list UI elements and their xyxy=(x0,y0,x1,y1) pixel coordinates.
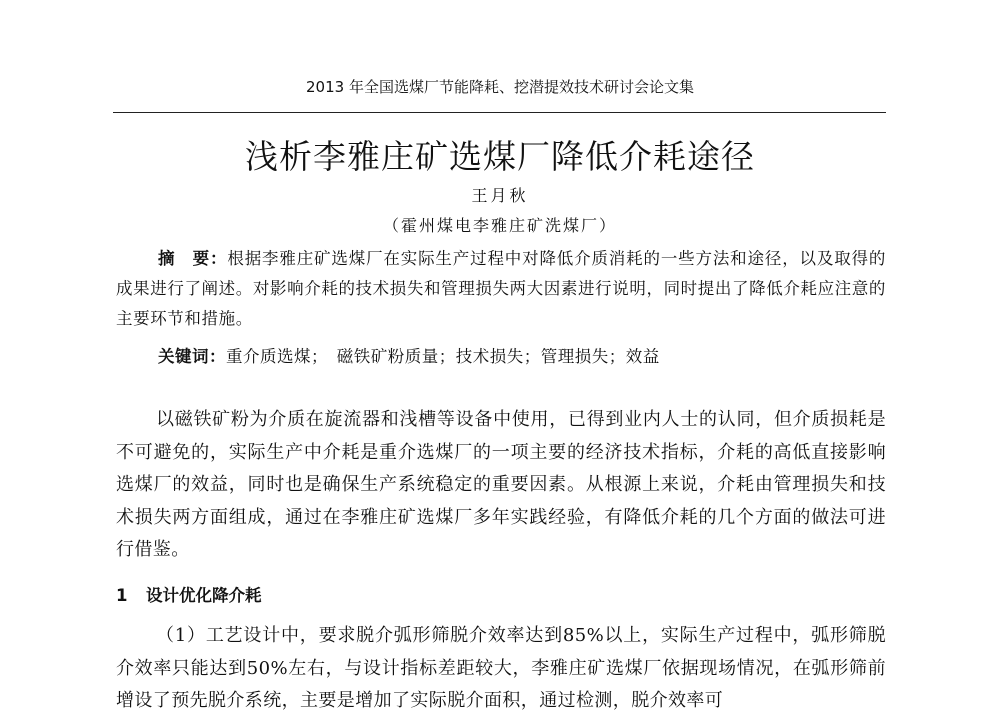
header-rule xyxy=(113,112,886,113)
keywords xyxy=(158,343,886,371)
keywords-label: 关键词： xyxy=(158,347,226,366)
abstract-text: 根据李雅庄矿选煤厂在实际生产过程中对降低介质消耗的一些方法和途径，以及取得的成果进行了阐述。对影响介耗的技术损失和管理损失两大因素进行说明，同时提出了降低介耗应注意的主要环节和措施。 xyxy=(116,249,886,328)
running-header: 2013 年全国选煤厂节能降耗、挖潜提效技术研讨会论文集 xyxy=(306,78,694,96)
intro-paragraph: 以磁铁矿粉为介质在旋流器和浅槽等设备中使用，已得到业内人士的认同，但介质损耗是不可避免的，实际生产中介耗是重介选煤厂的一项主要的经济技术指标，介耗的高低直接影响选煤厂的效益，同时也是确保生产系统稳定的重要因素。从根源上来说，介耗由管理损失和技术损失两方面组成，通过在李雅庄矿选煤厂多年实践经验，有降低介耗的几个方面的做法可进行借鉴。 xyxy=(116,409,886,560)
author-name: 王月秋 xyxy=(471,186,529,205)
paper-title: 浅析李雅庄矿选煤厂降低介耗途径 xyxy=(245,137,755,176)
section-1-paragraph-1: （1）工艺设计中，要求脱介弧形筛脱介效率达到85%以上，实际生产过程中，弧形筛脱介效率只能达到50%左右，与设计指标差距较大，李雅庄矿选煤厂依据现场情况，在弧形筛前增设了预先脱介系统，主要是增加了实际脱介面积，通过检测，脱介效率可 xyxy=(116,625,886,711)
keywords-text: 重介质选煤； 磁铁矿粉质量；技术损失；管理损失；效益 xyxy=(226,347,660,366)
section-title: 设计优化降介耗 xyxy=(146,586,262,605)
abstract-label: 摘 要： xyxy=(158,249,228,268)
section-number: 1 xyxy=(116,586,128,605)
section-heading-1 xyxy=(116,582,262,606)
abstract xyxy=(116,244,886,334)
author-affiliation: （霍州煤电李雅庄矿洗煤厂） xyxy=(382,216,617,235)
